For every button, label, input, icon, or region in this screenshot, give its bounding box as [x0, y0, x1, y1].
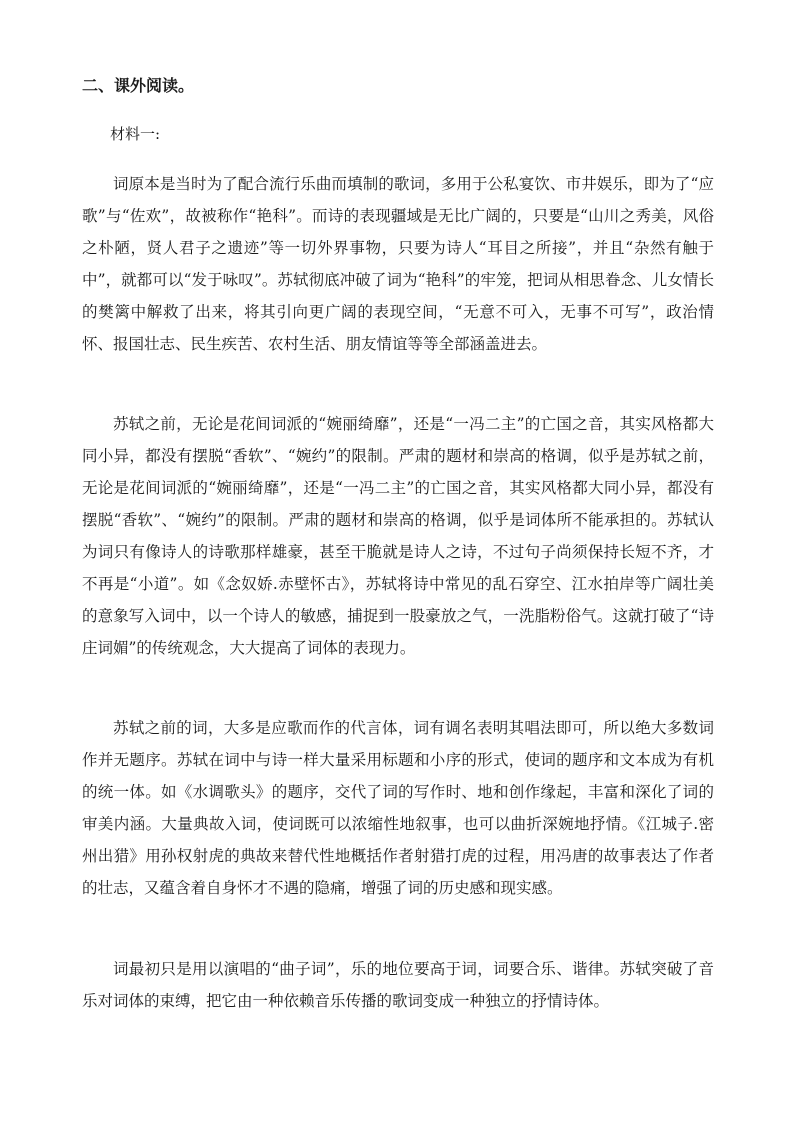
paragraph-1: 词原本是当时为了配合流行乐曲而填制的歌词，多用于公私宴饮、市井娱乐，即为了“应歌”与“佐欢”，故被称作“艳科”。而诗的表现疆域是无比广阔的，只要是“山川之秀美，风俗之朴陋，贤人君子之遗迹”等一切外界事物，只要为诗人“耳目之所接”，并且“杂然有触于中”，就都可以“发于咏叹”。苏轼彻底冲破了词为“艳科”的牢笼，把词从相思眷念、儿女情长的樊篱中解救了出来，将其引向更广阔的表现空间，“无意不可入，无事不可写”，政治情怀、报国壮志、民生疾苦、农村生活、朋友情谊等等全部涵盖进去。 [82, 175, 714, 353]
paragraph-3: 苏轼之前的词，大多是应歌而作的代言体，词有调名表明其唱法即可，所以绝大多数词作并无题序。苏轼在词中与诗一样大量采用标题和小序的形式，使词的题序和文本成为有机的统一体。如《水调歌头》的题序，交代了词的写作时、地和创作缘起，丰富和深化了词的审美内涵。大量典故入词，使词既可以浓缩性地叙事，也可以曲折深婉地抒情。《江城子.密州出猎》用孙权射虎的典故来替代性地概括作者射猎打虎的过程，用冯唐的故事表达了作者的壮志，又蕴含着自身怀才不遇的隐痛，增强了词的历史感和现实感。 [82, 719, 714, 897]
material-label: 材料一: [110, 125, 161, 143]
section-heading: 二、课外阅读。 [82, 76, 195, 95]
paragraph-4: 词最初只是用以演唱的“曲子词”，乐的地位要高于词，词要合乐、谐律。苏轼突破了音乐对词体的束缚，把它由一种依赖音乐传播的歌词变成一种独立的抒情诗体。 [82, 960, 714, 1010]
paragraph-2: 苏轼之前，无论是花间词派的“婉丽绮靡”，还是“一冯二主”的亡国之音，其实风格都大同小异，都没有摆脱“香软”、“婉约”的限制。严肃的题材和崇高的格调，似乎是苏轼之前，无论是花间词派的“婉丽绮靡”，还是“一冯二主”的亡国之音，其实风格都大同小异，都没有摆脱“香软”、“婉约”的限制。严肃的题材和崇高的格调，似乎是词体所不能承担的。苏轼认为词只有像诗人的诗歌那样雄豪，甚至干脆就是诗人之诗，不过句子尚须保持长短不齐，才不再是“小道”。如《念奴娇.赤壁怀古》，苏轼将诗中常见的乱石穿空、江水拍岸等广阔壮美的意象写入词中，以一个诗人的敏感，捕捉到一股豪放之气，一洗脂粉俗气。这就打破了“诗庄词媚”的传统观念，大大提高了词体的表现力。 [82, 415, 714, 657]
